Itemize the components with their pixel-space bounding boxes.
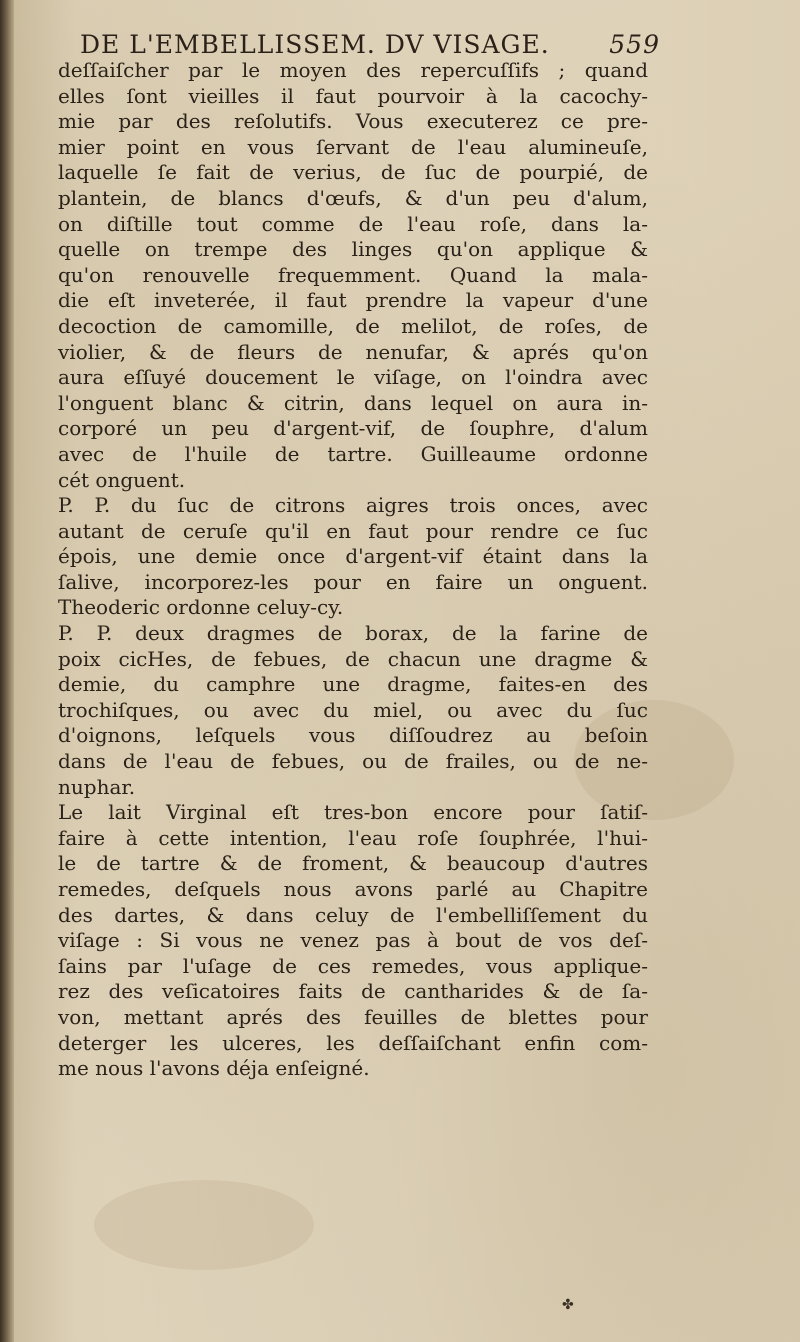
text-line: laquelle ſe fait de verius, de ſuc de pourpié, de [58,160,648,185]
text-line: d'oignons, leſquels vous diſſoudrez au beſoin [58,723,648,748]
text-line: violier, & de fleurs de nenufar, & aprés qu'on [58,339,648,364]
text-line: demie, du camphre une dragme, faites-en des [58,672,648,697]
text-line: poix cicHes, de febues, de chacun une dragme & [58,646,648,671]
text-line: nuphar. [58,774,136,799]
text-line: aura eſſuyé doucement le viſage, on l'oindra avec [58,365,648,390]
text-line: von, mettant aprés des feuilles de blettes pour [58,1004,648,1029]
text-line: on diſtille tout comme de l'eau roſe, dans la- [58,211,648,236]
text-line: avec de l'huile de tartre. Guilleaume ordonne [58,441,648,466]
text-line: deſſaiſcher par le moyen des repercuſſifs ; quand [58,58,648,82]
text-line: remedes, deſquels nous avons parlé au Chapitre [58,877,648,901]
text-line: le de tartre & de froment, & beaucoup d'autres [58,851,648,876]
text-line: P. P. deux dragmes de borax, de la farine de [58,621,648,646]
book-page [14,0,800,1342]
text-line: die eſt inveterée, il faut prendre la vapeur d'une [58,288,648,313]
text-line: Theoderic ordonne celuy-cy. [58,595,344,620]
text-line: l'onguent blanc & citrin, dans lequel on aura in- [58,390,648,415]
running-title: DE L'EMBELLISSEM. DV VISAGE. [80,30,550,59]
text-line: P. P. du ſuc de citrons aigres trois onces, avec [58,493,648,518]
text-line: viſage : Si vous ne venez pas à bout de vos deſ- [58,928,648,953]
text-line: autant de ceruſe qu'il en faut pour rendre ce ſuc [58,518,648,543]
text-line: ſains par l'uſage de ces remedes, vous applique- [58,953,648,978]
text-line: Le lait Virginal eſt tres-bon encore pour ſatiſ- [58,800,648,825]
text-line: me nous l'avons déja enſeigné. [58,1056,370,1081]
text-line: faire à cette intention, l'eau roſe ſouphrée, l'hui- [58,825,648,850]
body-text [58,58,648,1082]
text-line: trochiſques, ou avec du miel, ou avec du ſuc [58,697,648,722]
text-line: decoction de camomille, de melilot, de roſes, de [58,313,648,338]
text-line: deterger les ulceres, les deſſaiſchant enfin com- [58,1030,648,1055]
binding-gutter [0,0,14,1342]
text-line: corporé un peu d'argent-vif, de ſouphre, d'alum [58,416,648,441]
text-line: dans de l'eau de febues, ou de frailes, ou de ne- [58,749,648,774]
text-line: cét onguent. [58,467,186,492]
text-line: quelle on trempe des linges qu'on applique & [58,237,648,262]
text-line: mier point en vous ſervant de l'eau alumineuſe, [58,134,648,159]
text-line: ſalive, incorporez-les pour en faire un onguent. [58,569,648,594]
text-line: rez des veſicatoires faits de cantharides & de ſa- [58,979,648,1004]
text-line: épois, une demie once d'argent-vif étaint dans la [58,544,648,569]
text-line: mie par des reſolutifs. Vous executerez ce pre- [58,109,648,134]
page-number: 559 [609,30,660,59]
footer-ornament-icon: ✤ [562,1297,574,1313]
text-line: des dartes, & dans celuy de l'embelliſſement du [58,902,648,927]
text-line: qu'on renouvelle frequemment. Quand la mala- [58,262,648,287]
text-line: plantein, de blancs d'œufs, & d'un peu d'alum, [58,185,648,210]
text-line: elles ſont vieilles il faut pourvoir à la cacochy- [58,83,648,108]
paper-stain [94,1180,314,1270]
